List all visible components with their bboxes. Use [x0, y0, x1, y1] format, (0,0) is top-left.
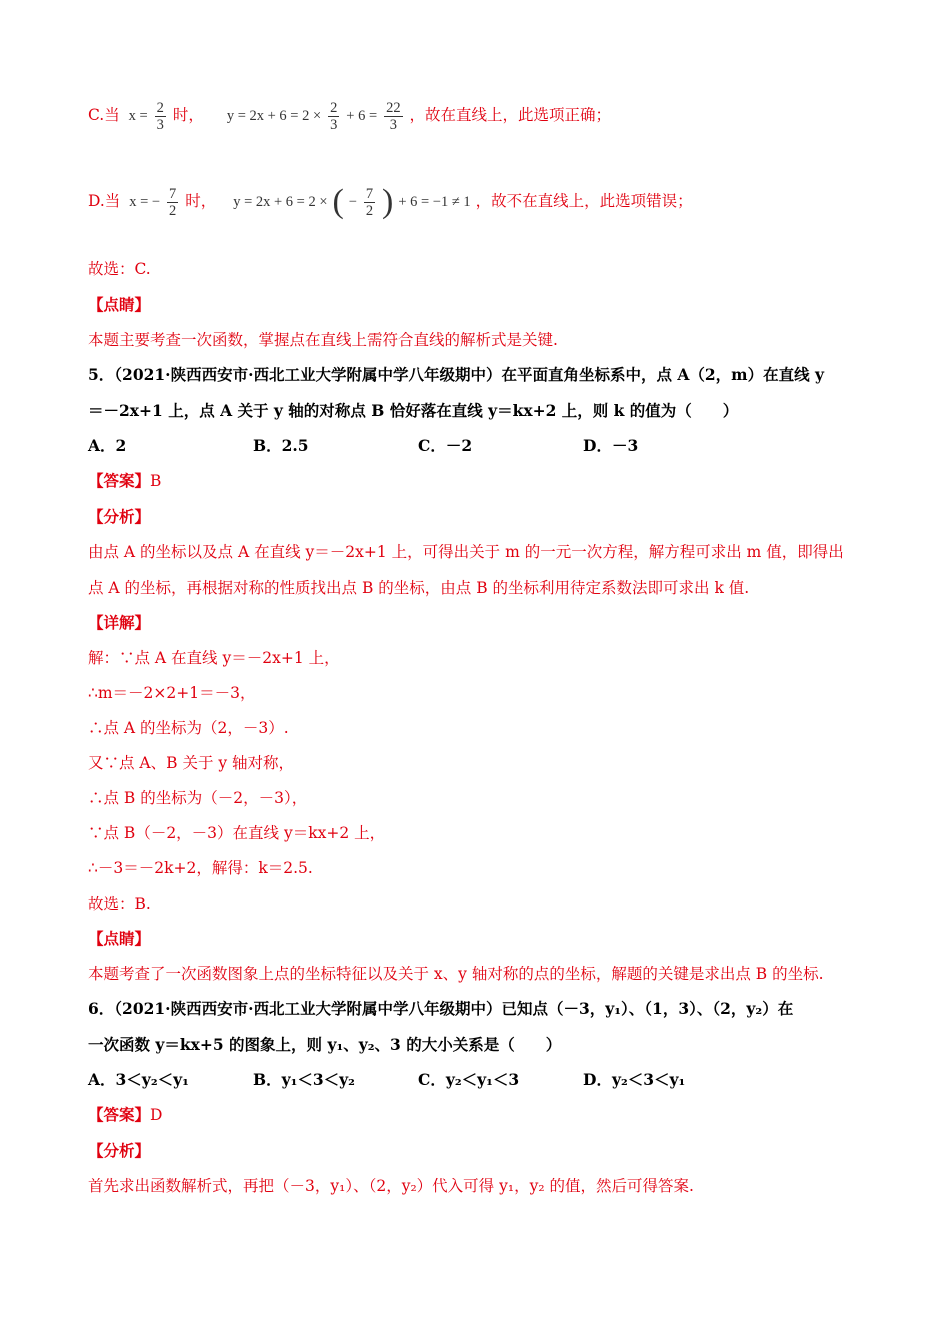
- option-c-x-eq: x =: [128, 108, 148, 124]
- q5-answer-tag: 【答案】: [88, 471, 151, 490]
- option-d-fraction-1: [364, 186, 375, 219]
- q5-analysis-line2: 点 A 的坐标，再根据对称的性质找出点 B 的坐标，由点 B 的坐标利用待定系数法即可求出 k 值.: [88, 579, 750, 597]
- option-d-x-fraction: [167, 186, 178, 219]
- q5-options: [88, 435, 868, 457]
- option-c-fraction-1: [328, 100, 339, 133]
- option-d-when: 时，: [185, 192, 217, 210]
- option-c-fraction-2: [384, 100, 403, 133]
- q6-options: [88, 1069, 868, 1091]
- q6-stem-line1: 6．（2021·陕西西安市·西北工业大学附属中学八年级期中）已知点（－3，y₁）、（1，3）、（2，y₂）在: [88, 999, 794, 1018]
- q5-option-d: D．－3: [583, 436, 639, 455]
- fraction-denominator: 2: [365, 202, 374, 219]
- option-d-suffix: ，故不在直线上，此选项错误；: [475, 192, 693, 210]
- q5-option-c: C．－2: [418, 436, 473, 455]
- q5-answer-value: B: [150, 472, 162, 490]
- q5-detail-line: ∵点 B（－2，－3）在直线 y＝kx+2 上，: [88, 824, 386, 842]
- q5-dianjing-tag: 【点睛】: [88, 929, 151, 948]
- q5-analysis-tag: 【分析】: [88, 507, 151, 526]
- option-d-prefix: D.当: [88, 192, 121, 210]
- fraction-numerator: 7: [169, 185, 177, 202]
- option-c-expr-a: y = 2x + 6 = 2 ×: [226, 108, 322, 124]
- option-d-x-eq: x = −: [129, 194, 161, 210]
- q6-answer-value: D: [150, 1106, 163, 1124]
- q6-option-b: B．y₁＜3＜y₂: [253, 1070, 355, 1089]
- q6-answer-tag: 【答案】: [88, 1105, 151, 1124]
- left-paren: (: [332, 183, 344, 220]
- fraction-denominator: 2: [169, 202, 177, 219]
- q5-detail-tag: 【详解】: [88, 613, 151, 632]
- q4-choose: 故选：C.: [88, 260, 151, 278]
- q5-option-a: A．2: [88, 436, 127, 455]
- q4-dianjing-text: 本题主要考查一次函数，掌握点在直线上需符合直线的解析式是关键.: [88, 331, 558, 349]
- q5-detail-line: 故选：B.: [88, 895, 151, 913]
- q5-detail-line: ∴－3＝－2k+2，解得：k＝2.5.: [88, 859, 313, 877]
- q6-option-d: D．y₂＜3＜y₁: [583, 1070, 686, 1089]
- option-c-expr-b: + 6 =: [346, 108, 378, 124]
- q5-detail-line: ∴点 A 的坐标为（2，－3）.: [88, 719, 289, 737]
- q4-dianjing-tag: 【点睛】: [88, 295, 151, 314]
- option-c-line: [88, 92, 611, 138]
- fraction-numerator: 7: [365, 185, 374, 202]
- q5-detail-line: 解：∵点 A 在直线 y＝－2x+1 上，: [88, 649, 340, 667]
- option-c-when: 时，: [172, 106, 204, 124]
- option-c-prefix: C.当: [88, 106, 120, 124]
- q6-analysis-tag: 【分析】: [88, 1141, 151, 1160]
- q6-answer: [88, 1104, 162, 1126]
- option-c-suffix: ，故在直线上，此选项正确；: [409, 106, 612, 124]
- fraction-denominator: 3: [389, 116, 397, 133]
- q5-option-b: B．2.5: [253, 436, 309, 455]
- option-d-inner-minus: −: [348, 194, 357, 210]
- fraction-numerator: 2: [330, 99, 338, 116]
- q5-detail-line: ∴点 B 的坐标为（－2，－3），: [88, 789, 308, 807]
- q5-dianjing-text: 本题考查了一次函数图象上点的坐标特征以及关于 x、y 轴对称的点的坐标，解题的关键是求出点 B 的坐标.: [88, 965, 824, 983]
- fraction-denominator: 3: [330, 116, 338, 133]
- q5-detail-line: 又∵点 A、B 关于 y 轴对称，: [88, 754, 295, 772]
- q5-analysis-line1: 由点 A 的坐标以及点 A 在直线 y＝－2x+1 上，可得出关于 m 的一元一次方程，解方程可求出 m 值，即得出: [88, 543, 844, 561]
- fraction-numerator: 2: [156, 99, 164, 116]
- q5-detail-line: ∴m＝－2×2+1＝－3，: [88, 684, 256, 702]
- right-paren: ): [382, 183, 394, 220]
- q6-stem-line2: 一次函数 y＝kx+5 的图象上，则 y₁、y₂、3 的大小关系是（ ）: [88, 1035, 562, 1054]
- q5-stem-line1: 5．（2021·陕西西安市·西北工业大学附属中学八年级期中）在平面直角坐标系中，点 A（2，m）在直线 y: [88, 365, 824, 384]
- q6-option-c: C．y₂＜y₁＜3: [418, 1070, 520, 1089]
- q6-option-a: A．3＜y₂＜y₁: [88, 1070, 189, 1089]
- q6-analysis-line1: 首先求出函数解析式，再把（－3，y₁）、（2，y₂）代入可得 y₁，y₂ 的值，然后可得答案.: [88, 1177, 694, 1195]
- fraction-numerator: 22: [386, 99, 401, 116]
- option-d-expr-b: + 6 = −1 ≠ 1: [398, 194, 471, 210]
- option-d-expr-a: y = 2x + 6 = 2 ×: [233, 194, 328, 210]
- option-d-line: [88, 176, 693, 226]
- option-c-x-fraction: [155, 100, 166, 133]
- fraction-denominator: 3: [156, 116, 164, 133]
- q5-answer: [88, 470, 161, 492]
- q5-stem-line2: ＝－2x+1 上，点 A 关于 y 轴的对称点 B 恰好落在直线 y＝kx+2 上，则 k 的值为（ ）: [88, 401, 739, 420]
